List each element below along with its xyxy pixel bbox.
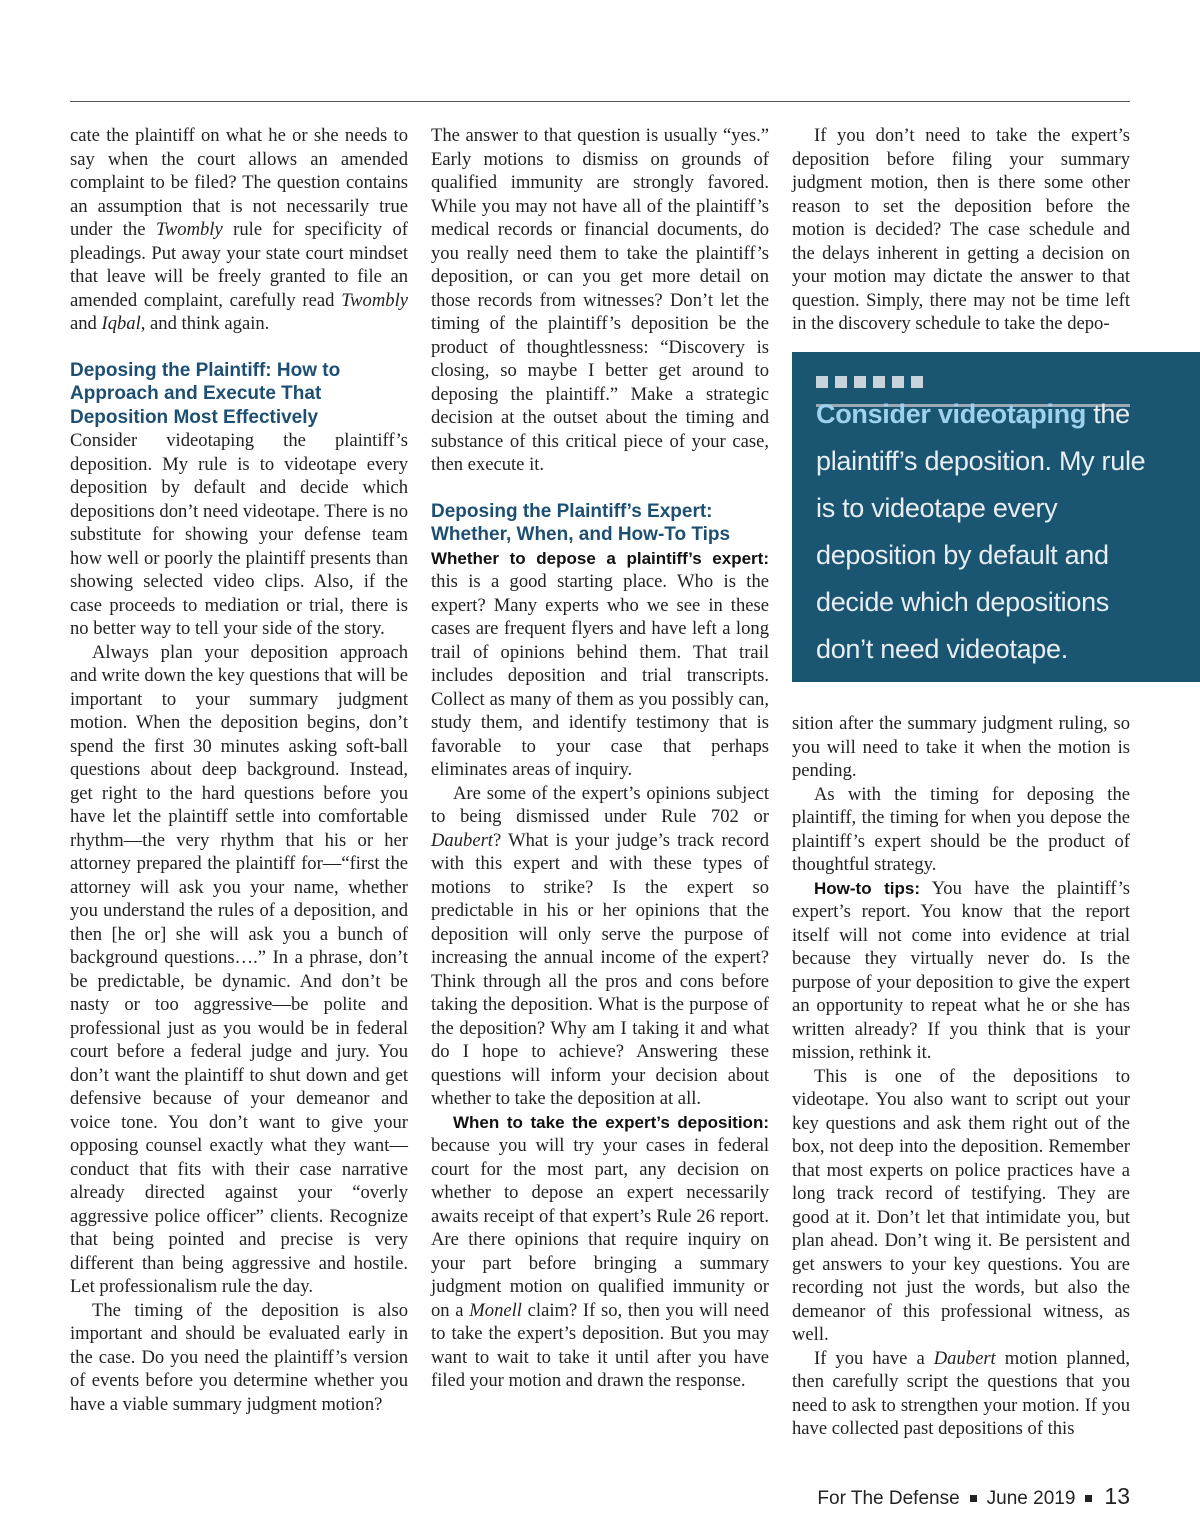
header-rule [70, 101, 1130, 102]
paragraph: Always plan your deposition approach and write down the key questions that will be important to your summary judgment motion. When the deposition begins, don’t spend the first 30 minutes asking soft-ball questions about deep background. Instead, get right to the hard questions before you have let the plaintiff settle into comfortable rhythm—the very rhythm that his or her attorney prepared the plaintiff for—“first the attorney will ask you your name, whether you understand the rules of a deposition, and then [he or] she will ask you a bunch of background questions….” In a phrase, don’t be predictable, be dynamic. And don’t be nasty or too aggressive—be polite and professional just as you would be in federal court before a federal judge and jury. You don’t want the plaintiff to shut down and get defensive because of your demeanor and voice tone. You don’t want to give your opposing counsel exactly what they want—conduct that fits with their case narrative already directed against your “overly aggressive police officer” clients. Recognize that being pointed and precise is very different than being aggressive and hostile. Let professionalism rule the day. [70, 641, 408, 1297]
pull-quote [792, 352, 1200, 682]
column-1 [70, 124, 408, 1416]
paragraph: cate the plaintiff on what he or she needs to say when the court allows an amended complaint to be filed? The question contains an assumption that is not necessarily true under the Twombly rule for specificity of pleadings. Put away your state court mindset that leave will be freely granted to file an amended complaint, carefully read Twombly and Iqbal, and think again. [70, 125, 408, 334]
run-in-heading: When to take the expert’s deposition: [453, 1112, 769, 1132]
bullet-icon [1085, 1495, 1092, 1502]
paragraph: The answer to that question is usually “yes.” Early motions to dismiss on grounds of qualified immunity are strongly favored. While you may not have all of the plaintiff’s medical records or financial documents, do you really need them to take the plaintiff’s deposition, or can you get more detail on those records from witnesses? Don’t let the timing of the plaintiff’s deposition be the product of thoughtlessness: “Discovery is closing, so maybe I better get around to deposing the plaintiff.” Make a strategic decision at the outset about the timing and substance of this critical piece of your case, then execute it. [431, 125, 769, 475]
paragraph: The timing of the deposition is also important and should be evaluated early in the case. Do you need the plaintiff’s version of events before you determine whether you have a viable summary judgment motion? [70, 1299, 408, 1415]
run-in-heading: How-to tips: [814, 878, 920, 898]
paragraph: This is one of the depositions to videotape. You also want to script out your key questions and ask them right out of the box, not deep into the deposition. Remember that most experts on police practices have a long track record of testifying. They are good at it. Don’t let that intimidate you, but plan ahead. Don’t wing it. Be persistent and get answers to your key questions. You are recording not just the words, but also the demeanor of this professional witness, as well. [792, 1065, 1130, 1345]
paragraph: When to take the expert’s deposition: because you will try your cases in federal court for the most part, any decision on whether to depose an expert necessarily awaits receipt of that expert’s Rule 26 report. Are there opinions that require inquiry on your part before bringing a summary judgment motion on qualified immunity or on a Monell claim? If so, then you will need to take the expert’s deposition. But you may want to wait to take it until after you have filed your motion and drawn the response. [431, 1112, 769, 1391]
section-heading: Deposing the Plaintiff’s Expert: Whether, When, and How-To Tips [431, 500, 731, 545]
paragraph: How-to tips: You have the plaintiff’s expert’s report. You know that the report itself will not come into evidence at trial because they virtually never do. Is the purpose of your deposition to give the expert an opportunity to repeat what he or she has written already? If you think that is your mission, rethink it. [792, 877, 1130, 1063]
section-heading: Deposing the Plaintiff: How to Approach and Execute That Deposition Most Effectively [70, 359, 341, 428]
column-3-bottom [792, 712, 1130, 1441]
paragraph: If you have a Daubert motion planned, then carefully script the questions that you need to ask to strengthen your motion. If you have collected past depositions of this [792, 1347, 1130, 1439]
paragraph: sition after the summary judgment ruling, so you will need to take it when the motion is pending. [792, 713, 1130, 781]
page-footer [817, 1483, 1130, 1510]
issue-date: June 2019 [986, 1488, 1076, 1509]
paragraph: If you don’t need to take the expert’s deposition before filing your summary judgment motion, then is there some other reason to set the deposition before the motion is decided? The case schedule and the delays inherent in getting a decision on your motion may dictate the answer to that question. Simply, there may not be time left in the discovery schedule to take the depo- [792, 125, 1130, 334]
run-in-heading: Whether to depose a plaintiff’s expert: [431, 548, 769, 568]
bullet-icon [970, 1495, 977, 1502]
page-number: 13 [1104, 1483, 1130, 1509]
paragraph: Whether to depose a plaintiff’s expert: this is a good starting place. Who is the expert? Many experts who we see in these cases are frequent flyers and have left a long trail of opinions behind them. That trail includes deposition and trial transcripts. Collect as many of them as you possibly can, study them, and identify testimony that is favorable to your case that perhaps eliminates areas of inquiry. [431, 548, 769, 780]
paragraph: Are some of the expert’s opinions subject to being dismissed under Rule 702 or Daubert? What is your judge’s track record with this expert and with these types of motions to strike? Is the expert so predictable in his or her opinions that the deposition will only serve the purpose of increasing the annual income of the expert? Think through all the pros and cons before taking the deposition. What is the purpose of the deposition? Why am I taking it and what do I hope to achieve? Answering these questions will inform your decision about whether to take the deposition at all. [431, 782, 769, 1109]
pull-quote-text: Consider videotaping the plaintiff’s deposition. My rule is to videotape every deposition by default and decide which depositions don’t need videotape. [816, 399, 1146, 664]
paragraph: Consider videotaping the plaintiff’s deposition. My rule is to videotape every deposition by default and decide which depositions don’t need videotape. There is no substitute for showing your defense team how well or poorly the plaintiff presents than showing selected video clips. Also, if the case proceeds to mediation or trial, there is no better way to tell your side of the story. [70, 430, 408, 639]
paragraph: As with the timing for deposing the plaintiff, the timing for when you depose the plaintiff’s expert should be the product of thoughtful strategy. [792, 783, 1130, 875]
column-2 [431, 124, 769, 1393]
column-3-top [792, 124, 1130, 336]
publication-name: For The Defense [817, 1488, 960, 1509]
